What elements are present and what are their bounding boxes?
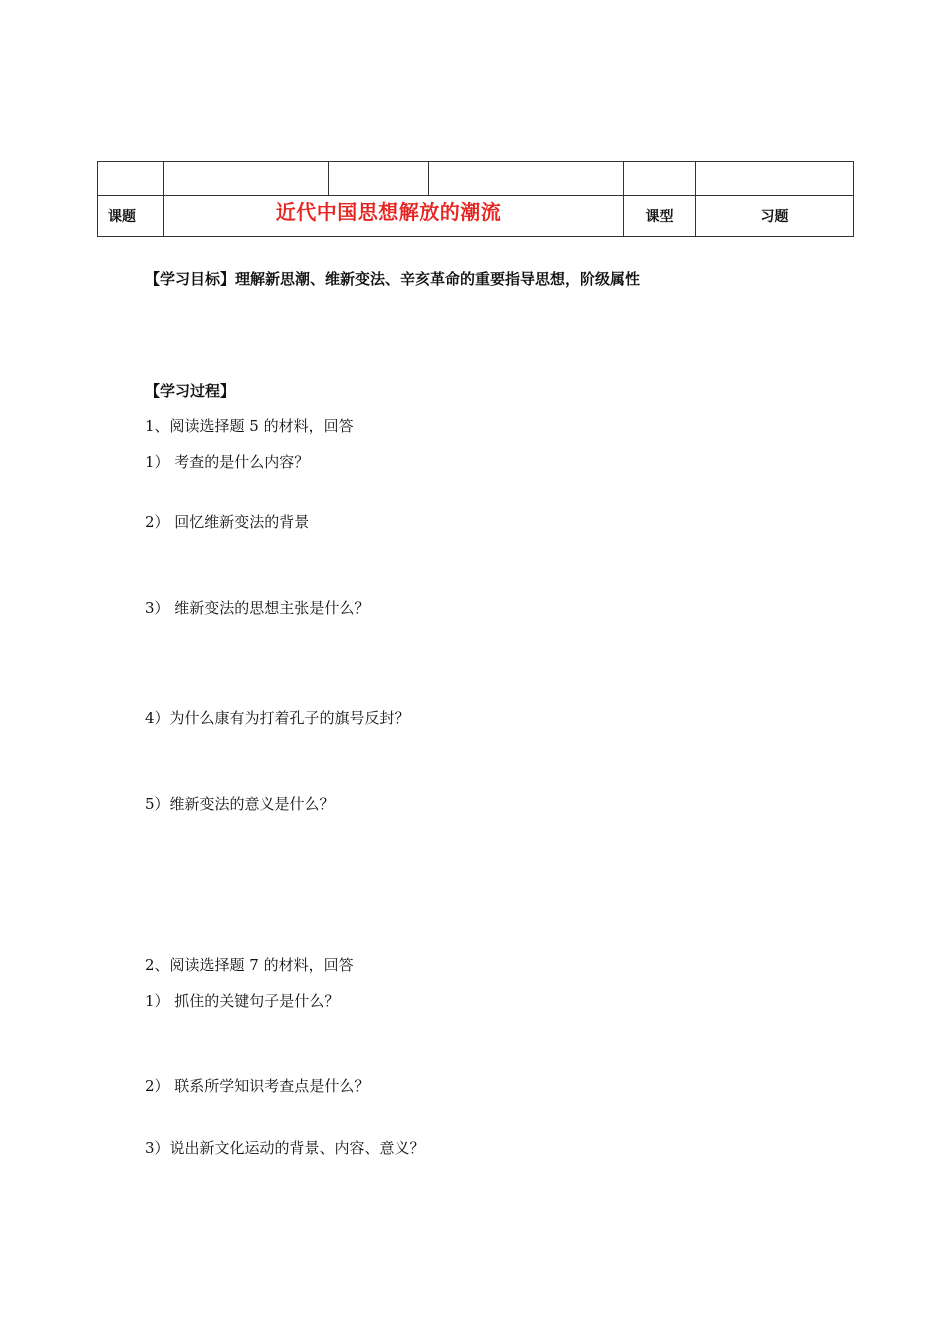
subject-label: 课题 bbox=[98, 196, 164, 237]
empty-cell bbox=[624, 162, 696, 196]
section2-question-1: 1） 抓住的关键句子是什么？ bbox=[145, 992, 340, 1010]
type-value: 习题 bbox=[696, 196, 854, 237]
section2-question-3: 3）说出新文化运动的背景、内容、意义？ bbox=[145, 1139, 425, 1157]
section1-question-2: 2） 回忆维新变法的背景 bbox=[145, 513, 310, 531]
section2-question-2: 2） 联系所学知识考查点是什么？ bbox=[145, 1077, 370, 1095]
lesson-header-table bbox=[97, 161, 854, 237]
section1-heading: 1、阅读选择题 5 的材料，回答 bbox=[145, 417, 354, 435]
lesson-title: 近代中国思想解放的潮流 bbox=[275, 200, 502, 224]
empty-cell bbox=[164, 162, 329, 196]
learning-objective: 【学习目标】理解新思潮、维新变法、辛亥革命的重要指导思想，阶级属性 bbox=[145, 270, 641, 288]
section1-question-5: 5）维新变法的意义是什么？ bbox=[145, 795, 335, 813]
section1-question-1: 1） 考查的是什么内容？ bbox=[145, 453, 310, 471]
empty-cell bbox=[696, 162, 854, 196]
learning-process-heading: 【学习过程】 bbox=[145, 382, 236, 400]
section2-heading: 2、阅读选择题 7 的材料，回答 bbox=[145, 956, 354, 974]
header-main-row bbox=[98, 196, 854, 237]
section1-question-4: 4）为什么康有为打着孔子的旗号反封？ bbox=[145, 709, 410, 727]
empty-cell bbox=[429, 162, 624, 196]
header-top-row bbox=[98, 162, 854, 196]
lesson-title-cell bbox=[164, 196, 624, 237]
section1-question-3: 3） 维新变法的思想主张是什么？ bbox=[145, 599, 370, 617]
empty-cell bbox=[329, 162, 429, 196]
type-label: 课型 bbox=[624, 196, 696, 237]
empty-cell bbox=[98, 162, 164, 196]
